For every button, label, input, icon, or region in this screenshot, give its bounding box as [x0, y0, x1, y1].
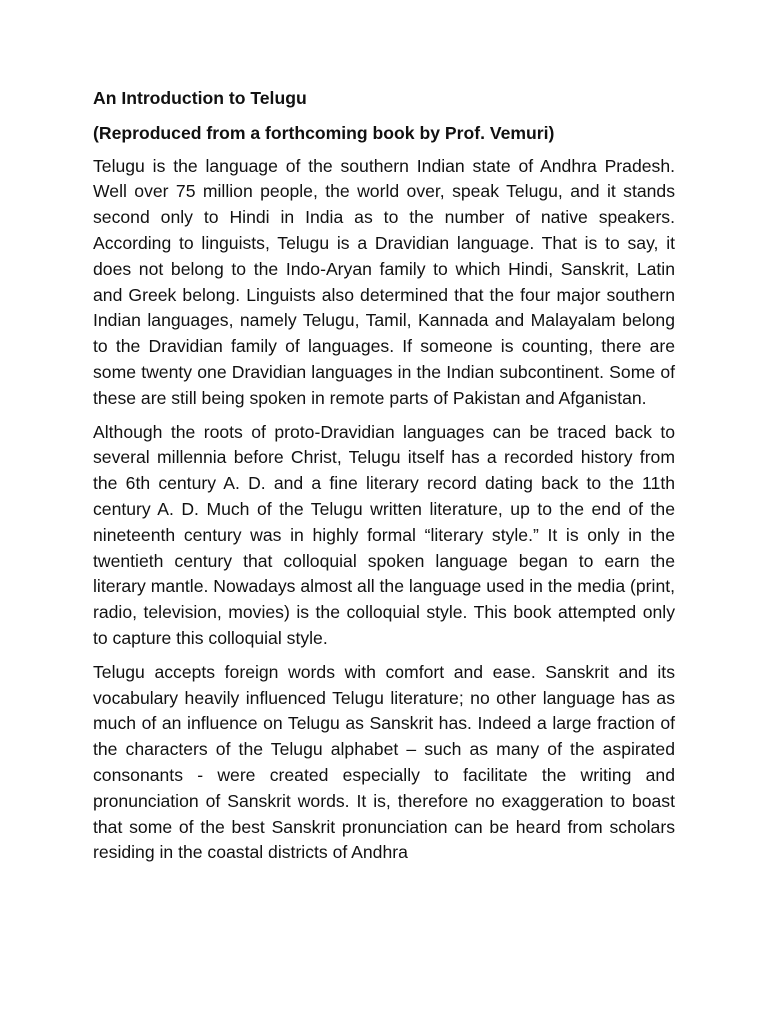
paragraph-3: Telugu accepts foreign words with comfort and ease. Sanskrit and its vocabulary heavily influenced Telugu literature; no other language has as much of an influence on Telugu as Sanskrit has. Indeed a large fraction of the characters of the Telugu alphabet – such as many of the aspirated consonants - were created especially to facilitate the writing and pronunciation of Sanskrit words. It is, therefore no exaggeration to boast that some of the best Sanskrit pronunciation can be heard from scholars residing in the coastal districts of Andhra: [93, 661, 675, 863]
paragraph-2: Although the roots of proto-Dravidian languages can be traced back to several millennia before Christ, Telugu itself has a recorded history from the 6th century A. D. and a fine literary record dating back to the 11th century A. D. Much of the Telugu written literature, up to the end of the nineteenth century was in highly formal “literary style.” It is only in the twentieth century that colloquial spoken language began to earn the literary mantle. Nowadays almost all the language used in the media (print, radio, television, movies) is the colloquial style. This book attempted only to capture this colloquial style.: [93, 421, 675, 648]
document-subtitle: (Reproduced from a forthcoming book by Prof. Vemuri): [93, 122, 555, 143]
document-page: [93, 86, 675, 874]
paragraph-1: Telugu is the language of the southern Indian state of Andhra Pradesh. Well over 75 million people, the world over, speak Telugu, and it stands second only to Hindi in India as to the number of native speakers. According to linguists, Telugu is a Dravidian language. That is to say, it does not belong to the Indo-Aryan family to which Hindi, Sanskrit, Latin and Greek belong. Linguists also determined that the four major southern Indian languages, namely Telugu, Tamil, Kannada and Malayalam belong to the Dravidian family of languages. If someone is counting, there are some twenty one Dravidian languages in the Indian subcontinent. Some of these are still being spoken in remote parts of Pakistan and Afganistan.: [93, 155, 675, 408]
document-title: An Introduction to Telugu: [93, 88, 307, 108]
